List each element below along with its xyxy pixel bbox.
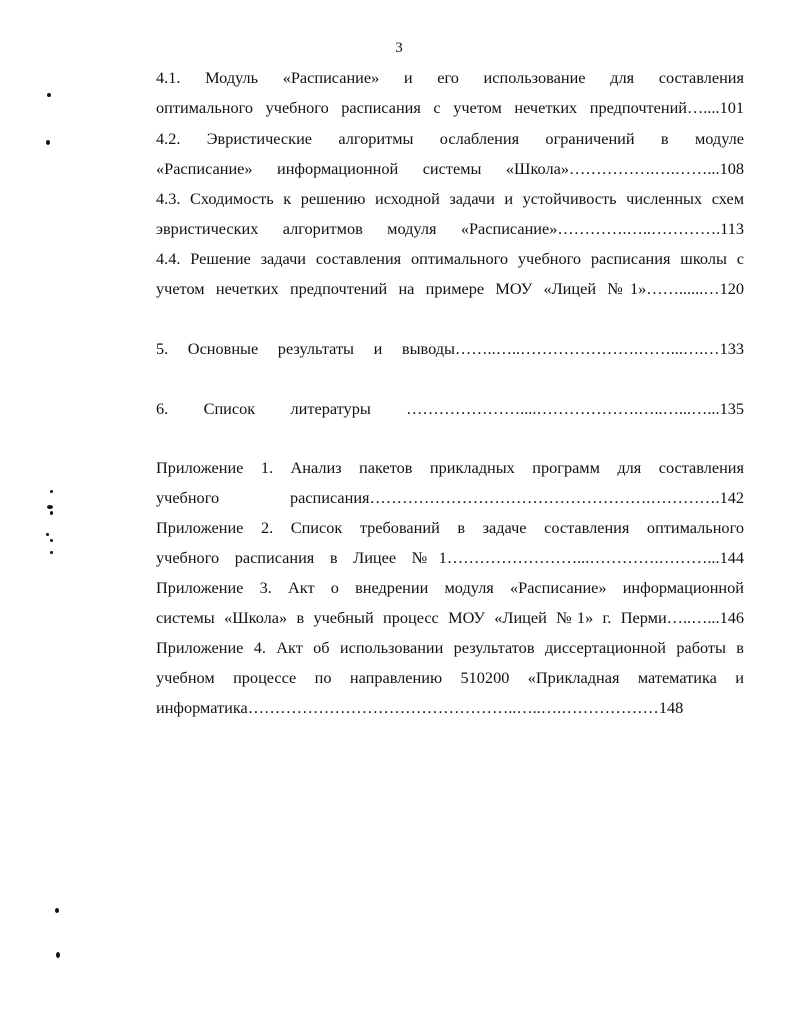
- page-number: 3: [395, 40, 403, 56]
- scan-speck: [50, 551, 53, 554]
- toc-appendix-1-line-1: Приложение 1. Анализ пакетов прикладных программ для составления: [156, 458, 744, 477]
- toc-appendix-3-line-2: системы «Школа» в учебный процесс МОУ «Лицей №1» г. Перми…..…...146: [156, 608, 744, 627]
- toc-entry-4-2-line-2: «Расписание» информационной системы «Школа»…………….….……...108: [156, 159, 744, 178]
- toc-entry-5: 5. Основные результаты и выводы……..…..………………….……...….…133: [156, 339, 744, 358]
- scan-speck: [55, 908, 59, 913]
- scan-speck: [50, 539, 53, 542]
- toc-entry-4-4-line-2: учетом нечетких предпочтений на примере МОУ «Лицей №1»……......…120: [156, 279, 744, 298]
- toc-appendix-3-line-1: Приложение 3. Акт о внедрении модуля «Расписание» информационной: [156, 578, 744, 597]
- toc-appendix-2-line-1: Приложение 2. Список требований в задаче составления оптимального: [156, 518, 744, 537]
- toc-entry-4-3-line-1: 4.3. Сходимость к решению исходной задачи и устойчивость численных схем: [156, 189, 744, 208]
- scan-speck: [56, 952, 60, 958]
- scan-speck: [46, 533, 49, 536]
- toc-entry-4-2-line-1: 4.2. Эвристические алгоритмы ослабления ограничений в модуле: [156, 129, 744, 148]
- toc-entry-4-1-line-1: 4.1. Модуль «Расписание» и его использование для составления: [156, 68, 744, 87]
- scan-speck: [47, 93, 51, 97]
- toc-appendix-4-line-1: Приложение 4. Акт об использовании результатов диссертационной работы в: [156, 638, 744, 657]
- scan-speck: [46, 140, 50, 145]
- toc-appendix-4-line-2: учебном процессе по направлению 510200 «Прикладная математика и: [156, 668, 744, 687]
- scan-speck: [47, 505, 53, 509]
- scan-speck: [50, 511, 53, 515]
- toc-appendix-1-line-2: учебного расписания…………………………………………….………….142: [156, 488, 744, 507]
- toc-entry-4-4-line-1: 4.4. Решение задачи составления оптимального учебного расписания школы с: [156, 249, 744, 268]
- toc-entry-4-1-line-2: оптимального учебного расписания с учетом нечетких предпочтений…....101: [156, 98, 744, 117]
- scan-speck: [50, 490, 53, 493]
- toc-appendix-2-line-2: учебного расписания в Лицее №1……………………...………….………...144: [156, 548, 744, 567]
- toc-appendix-4-line-3: информатика…………………………………………..…..….………………148: [156, 698, 684, 717]
- toc-entry-4-3-line-2: эвристических алгоритмов модуля «Расписание»………….…..………….113: [156, 219, 744, 238]
- toc-entry-6: 6. Список литературы …………………....……………….…..…...…...135: [156, 399, 744, 418]
